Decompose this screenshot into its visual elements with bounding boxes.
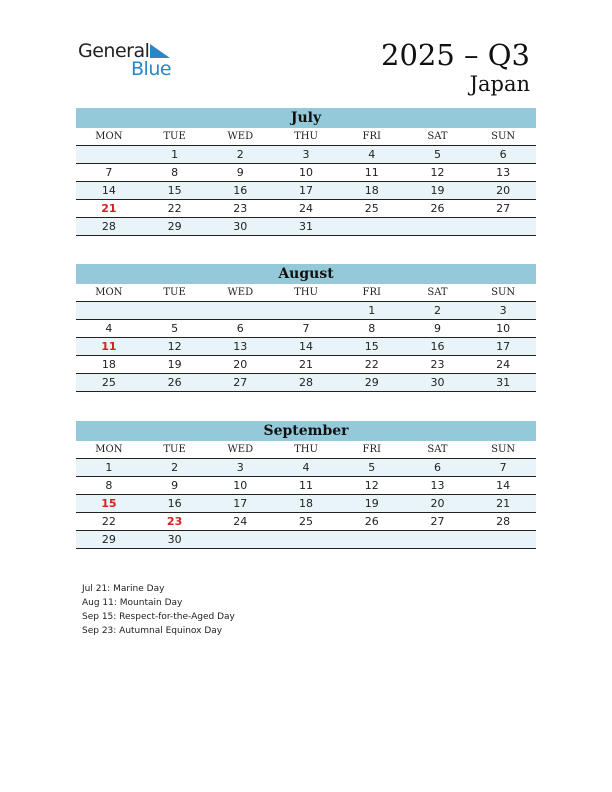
weekday-label: MON bbox=[95, 444, 123, 455]
weekday-label: SUN bbox=[491, 444, 516, 455]
day-cell: 11 bbox=[364, 166, 379, 179]
page-title: 2025 – Q3 bbox=[381, 38, 530, 72]
day-cell bbox=[339, 218, 405, 235]
week-row bbox=[76, 218, 536, 236]
day-cell bbox=[273, 531, 339, 548]
day-cell: 24 bbox=[496, 358, 511, 371]
weekday-label: SUN bbox=[491, 131, 516, 142]
weekday-row bbox=[76, 128, 536, 146]
day-cell: 31 bbox=[299, 220, 314, 233]
month-september bbox=[76, 421, 536, 549]
day-cell: 19 bbox=[364, 497, 379, 510]
day-cell: 17 bbox=[233, 497, 248, 510]
day-cell: 2 bbox=[433, 304, 441, 317]
day-cell: 21 bbox=[101, 202, 117, 215]
day-cell bbox=[405, 531, 471, 548]
day-cell bbox=[76, 302, 142, 319]
day-cell: 3 bbox=[499, 304, 507, 317]
day-cell: 11 bbox=[299, 479, 314, 492]
weekday-label: THU bbox=[294, 287, 318, 298]
day-cell: 15 bbox=[167, 184, 182, 197]
day-cell: 11 bbox=[101, 340, 117, 353]
weekday-label: TUE bbox=[163, 131, 186, 142]
logo bbox=[78, 40, 178, 80]
day-cell: 16 bbox=[167, 497, 182, 510]
day-cell: 12 bbox=[167, 340, 182, 353]
day-cell: 10 bbox=[299, 166, 314, 179]
day-cell: 27 bbox=[430, 515, 445, 528]
week-row bbox=[76, 513, 536, 531]
weekday-label: TUE bbox=[163, 287, 186, 298]
day-cell: 22 bbox=[101, 515, 116, 528]
day-cell: 6 bbox=[236, 322, 244, 335]
day-cell: 27 bbox=[496, 202, 511, 215]
month-header: September bbox=[76, 421, 536, 441]
day-cell: 4 bbox=[302, 461, 310, 474]
day-cell: 2 bbox=[171, 461, 179, 474]
day-cell: 15 bbox=[364, 340, 379, 353]
day-cell: 29 bbox=[364, 376, 379, 389]
weekday-label: MON bbox=[95, 287, 123, 298]
week-row bbox=[76, 374, 536, 392]
day-cell: 19 bbox=[430, 184, 445, 197]
day-cell: 27 bbox=[233, 376, 248, 389]
weekday-label: THU bbox=[294, 131, 318, 142]
day-cell: 4 bbox=[368, 148, 376, 161]
day-cell: 1 bbox=[368, 304, 376, 317]
holiday-note: Jul 21: Marine Day bbox=[82, 584, 165, 594]
day-cell: 22 bbox=[167, 202, 182, 215]
day-cell: 9 bbox=[236, 166, 244, 179]
weekday-row bbox=[76, 441, 536, 459]
day-cell: 13 bbox=[233, 340, 248, 353]
day-cell: 20 bbox=[233, 358, 248, 371]
logo-text-blue: Blue bbox=[131, 58, 172, 80]
day-cell: 9 bbox=[171, 479, 179, 492]
day-cell: 25 bbox=[299, 515, 314, 528]
holiday-notes bbox=[82, 582, 235, 638]
day-cell: 12 bbox=[430, 166, 445, 179]
day-cell: 13 bbox=[430, 479, 445, 492]
weekday-label: FRI bbox=[362, 287, 381, 298]
day-cell: 23 bbox=[166, 515, 183, 528]
month-header: August bbox=[76, 264, 536, 284]
day-cell: 18 bbox=[364, 184, 379, 197]
day-cell: 29 bbox=[167, 220, 182, 233]
day-cell: 13 bbox=[496, 166, 511, 179]
weekday-label: FRI bbox=[362, 131, 381, 142]
week-row bbox=[76, 320, 536, 338]
day-cell: 14 bbox=[299, 340, 314, 353]
day-cell: 26 bbox=[167, 376, 182, 389]
week-row bbox=[76, 146, 536, 164]
day-cell: 24 bbox=[233, 515, 248, 528]
day-cell: 9 bbox=[433, 322, 441, 335]
day-cell: 8 bbox=[105, 479, 113, 492]
day-cell: 24 bbox=[299, 202, 314, 215]
weekday-label: SAT bbox=[427, 444, 448, 455]
weekday-label: WED bbox=[227, 131, 254, 142]
country-name: Japan bbox=[469, 72, 530, 96]
day-cell: 21 bbox=[299, 358, 314, 371]
week-row bbox=[76, 477, 536, 495]
day-cell: 25 bbox=[101, 376, 116, 389]
day-cell: 1 bbox=[105, 461, 113, 474]
week-row bbox=[76, 459, 536, 477]
weekday-label: WED bbox=[227, 287, 254, 298]
day-cell: 22 bbox=[364, 358, 379, 371]
weekday-label: WED bbox=[227, 444, 254, 455]
day-cell: 30 bbox=[233, 220, 248, 233]
day-cell: 14 bbox=[496, 479, 511, 492]
weekday-label: SAT bbox=[427, 131, 448, 142]
day-cell bbox=[273, 302, 339, 319]
day-cell bbox=[470, 218, 536, 235]
day-cell: 17 bbox=[496, 340, 511, 353]
week-row bbox=[76, 200, 536, 218]
day-cell: 1 bbox=[171, 148, 179, 161]
week-row bbox=[76, 356, 536, 374]
day-cell: 31 bbox=[496, 376, 511, 389]
holiday-note: Sep 15: Respect-for-the-Aged Day bbox=[82, 612, 235, 622]
holiday-note: Sep 23: Autumnal Equinox Day bbox=[82, 626, 223, 636]
day-cell: 5 bbox=[433, 148, 441, 161]
week-row bbox=[76, 182, 536, 200]
day-cell: 28 bbox=[299, 376, 314, 389]
day-cell: 28 bbox=[496, 515, 511, 528]
day-cell bbox=[76, 146, 142, 163]
weekday-label: SAT bbox=[427, 287, 448, 298]
day-cell: 4 bbox=[105, 322, 113, 335]
weekday-label: MON bbox=[95, 131, 123, 142]
day-cell: 8 bbox=[368, 322, 376, 335]
logo-text-general: General bbox=[78, 40, 150, 62]
weekday-label: FRI bbox=[362, 444, 381, 455]
day-cell bbox=[142, 302, 208, 319]
day-cell: 15 bbox=[101, 497, 117, 510]
day-cell: 17 bbox=[299, 184, 314, 197]
week-row bbox=[76, 338, 536, 356]
day-cell: 30 bbox=[167, 533, 182, 546]
week-row bbox=[76, 531, 536, 549]
day-cell bbox=[207, 302, 273, 319]
day-cell: 20 bbox=[496, 184, 511, 197]
weekday-label: SUN bbox=[491, 287, 516, 298]
day-cell: 6 bbox=[499, 148, 507, 161]
day-cell: 7 bbox=[105, 166, 113, 179]
week-row bbox=[76, 302, 536, 320]
day-cell: 25 bbox=[364, 202, 379, 215]
weekday-row bbox=[76, 284, 536, 302]
day-cell: 29 bbox=[101, 533, 116, 546]
day-cell: 21 bbox=[496, 497, 511, 510]
day-cell: 30 bbox=[430, 376, 445, 389]
month-july bbox=[76, 108, 536, 236]
holiday-note: Aug 11: Mountain Day bbox=[82, 598, 183, 608]
day-cell: 5 bbox=[171, 322, 179, 335]
month-august bbox=[76, 264, 536, 392]
day-cell: 6 bbox=[433, 461, 441, 474]
day-cell bbox=[470, 531, 536, 548]
day-cell: 23 bbox=[233, 202, 248, 215]
day-cell: 10 bbox=[233, 479, 248, 492]
day-cell: 5 bbox=[368, 461, 376, 474]
week-row bbox=[76, 164, 536, 182]
day-cell: 18 bbox=[101, 358, 116, 371]
day-cell: 3 bbox=[302, 148, 310, 161]
day-cell: 19 bbox=[167, 358, 182, 371]
day-cell: 28 bbox=[101, 220, 116, 233]
day-cell: 16 bbox=[430, 340, 445, 353]
day-cell: 7 bbox=[302, 322, 310, 335]
day-cell: 26 bbox=[430, 202, 445, 215]
day-cell bbox=[207, 531, 273, 548]
day-cell: 26 bbox=[364, 515, 379, 528]
day-cell: 14 bbox=[101, 184, 116, 197]
day-cell: 23 bbox=[430, 358, 445, 371]
weekday-label: THU bbox=[294, 444, 318, 455]
day-cell: 7 bbox=[499, 461, 507, 474]
day-cell: 3 bbox=[236, 461, 244, 474]
week-row bbox=[76, 495, 536, 513]
day-cell: 12 bbox=[364, 479, 379, 492]
month-header: July bbox=[76, 108, 536, 128]
day-cell: 8 bbox=[171, 166, 179, 179]
day-cell: 18 bbox=[299, 497, 314, 510]
weekday-label: TUE bbox=[163, 444, 186, 455]
day-cell bbox=[405, 218, 471, 235]
day-cell: 10 bbox=[496, 322, 511, 335]
day-cell: 16 bbox=[233, 184, 248, 197]
day-cell: 2 bbox=[236, 148, 244, 161]
day-cell: 20 bbox=[430, 497, 445, 510]
day-cell bbox=[339, 531, 405, 548]
